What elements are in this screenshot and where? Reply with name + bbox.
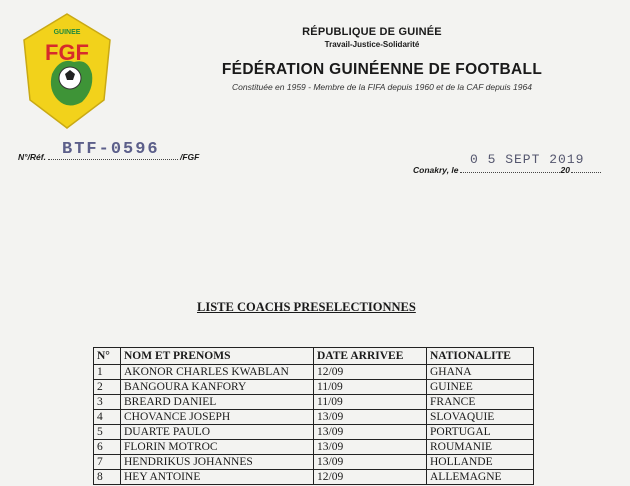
table-row	[94, 425, 534, 440]
row-number: 2	[94, 380, 121, 395]
row-arrival-date: 12/09	[314, 365, 427, 380]
row-number: 3	[94, 395, 121, 410]
row-number: 4	[94, 410, 121, 425]
reference-suffix: /FGF	[179, 152, 200, 162]
row-nationality: PORTUGAL	[427, 425, 534, 440]
row-arrival-date: 13/09	[314, 410, 427, 425]
row-number: 7	[94, 455, 121, 470]
table-row	[94, 395, 534, 410]
date-year-suffix: 20	[560, 165, 570, 175]
reference-stamp-number: 0596	[110, 140, 160, 159]
row-name: HEY ANTOINE	[121, 470, 314, 485]
row-nationality: ROUMANIE	[427, 440, 534, 455]
coaches-table	[93, 347, 534, 485]
row-number: 5	[94, 425, 121, 440]
list-title: LISTE COACHS PRESELECTIONNES	[197, 300, 416, 314]
row-number: 6	[94, 440, 121, 455]
date-line	[413, 165, 602, 175]
republic-title: RÉPUBLIQUE DE GUINÉE	[302, 26, 442, 38]
logo-abbr: FGF	[45, 40, 89, 65]
logo-text: GUINEE	[53, 29, 81, 36]
row-arrival-date: 11/09	[314, 380, 427, 395]
reference-label: N°/Réf.	[18, 152, 46, 162]
row-nationality: FRANCE	[427, 395, 534, 410]
fgf-logo	[22, 12, 112, 130]
table-row	[94, 440, 534, 455]
row-name: CHOVANCE JOSEPH	[121, 410, 314, 425]
row-nationality: GUINEE	[427, 380, 534, 395]
row-arrival-date: 13/09	[314, 455, 427, 470]
header-nationality: NATIONALITE	[427, 348, 534, 365]
federation-title: FÉDÉRATION GUINÉENNE DE FOOTBALL	[221, 61, 543, 78]
table-row	[94, 470, 534, 485]
row-arrival-date: 13/09	[314, 425, 427, 440]
table-header-row	[94, 348, 534, 365]
row-nationality: GHANA	[427, 365, 534, 380]
table-row	[94, 410, 534, 425]
table-row	[94, 380, 534, 395]
national-motto: Travail-Justice-Solidarité	[324, 40, 420, 49]
reference-stamp	[62, 140, 160, 159]
row-name: HENDRIKUS JOHANNES	[121, 455, 314, 470]
row-name: BANGOURA KANFORY	[121, 380, 314, 395]
row-name: BREARD DANIEL	[121, 395, 314, 410]
date-place: Conakry, le	[413, 165, 459, 175]
row-arrival-date: 11/09	[314, 395, 427, 410]
constitution-note: Constituée en 1959 - Membre de la FIFA depuis 1960 et de la CAF depuis 1964	[232, 82, 532, 92]
header-name: NOM ET PRENOMS	[121, 348, 314, 365]
table-row	[94, 455, 534, 470]
row-number: 1	[94, 365, 121, 380]
row-nationality: ALLEMAGNE	[427, 470, 534, 485]
reference-stamp-prefix: BTF-	[62, 140, 111, 159]
table-row	[94, 365, 534, 380]
row-nationality: HOLLANDE	[427, 455, 534, 470]
header-number: N°	[94, 348, 121, 365]
row-number: 8	[94, 470, 121, 485]
row-arrival-date: 12/09	[314, 470, 427, 485]
row-nationality: SLOVAQUIE	[427, 410, 534, 425]
date-stamp: 0 5 SEPT 2019	[470, 152, 585, 167]
row-arrival-date: 13/09	[314, 440, 427, 455]
header-arrival-date: DATE ARRIVEE	[314, 348, 427, 365]
row-name: AKONOR CHARLES KWABLAN	[121, 365, 314, 380]
row-name: FLORIN MOTROC	[121, 440, 314, 455]
row-name: DUARTE PAULO	[121, 425, 314, 440]
